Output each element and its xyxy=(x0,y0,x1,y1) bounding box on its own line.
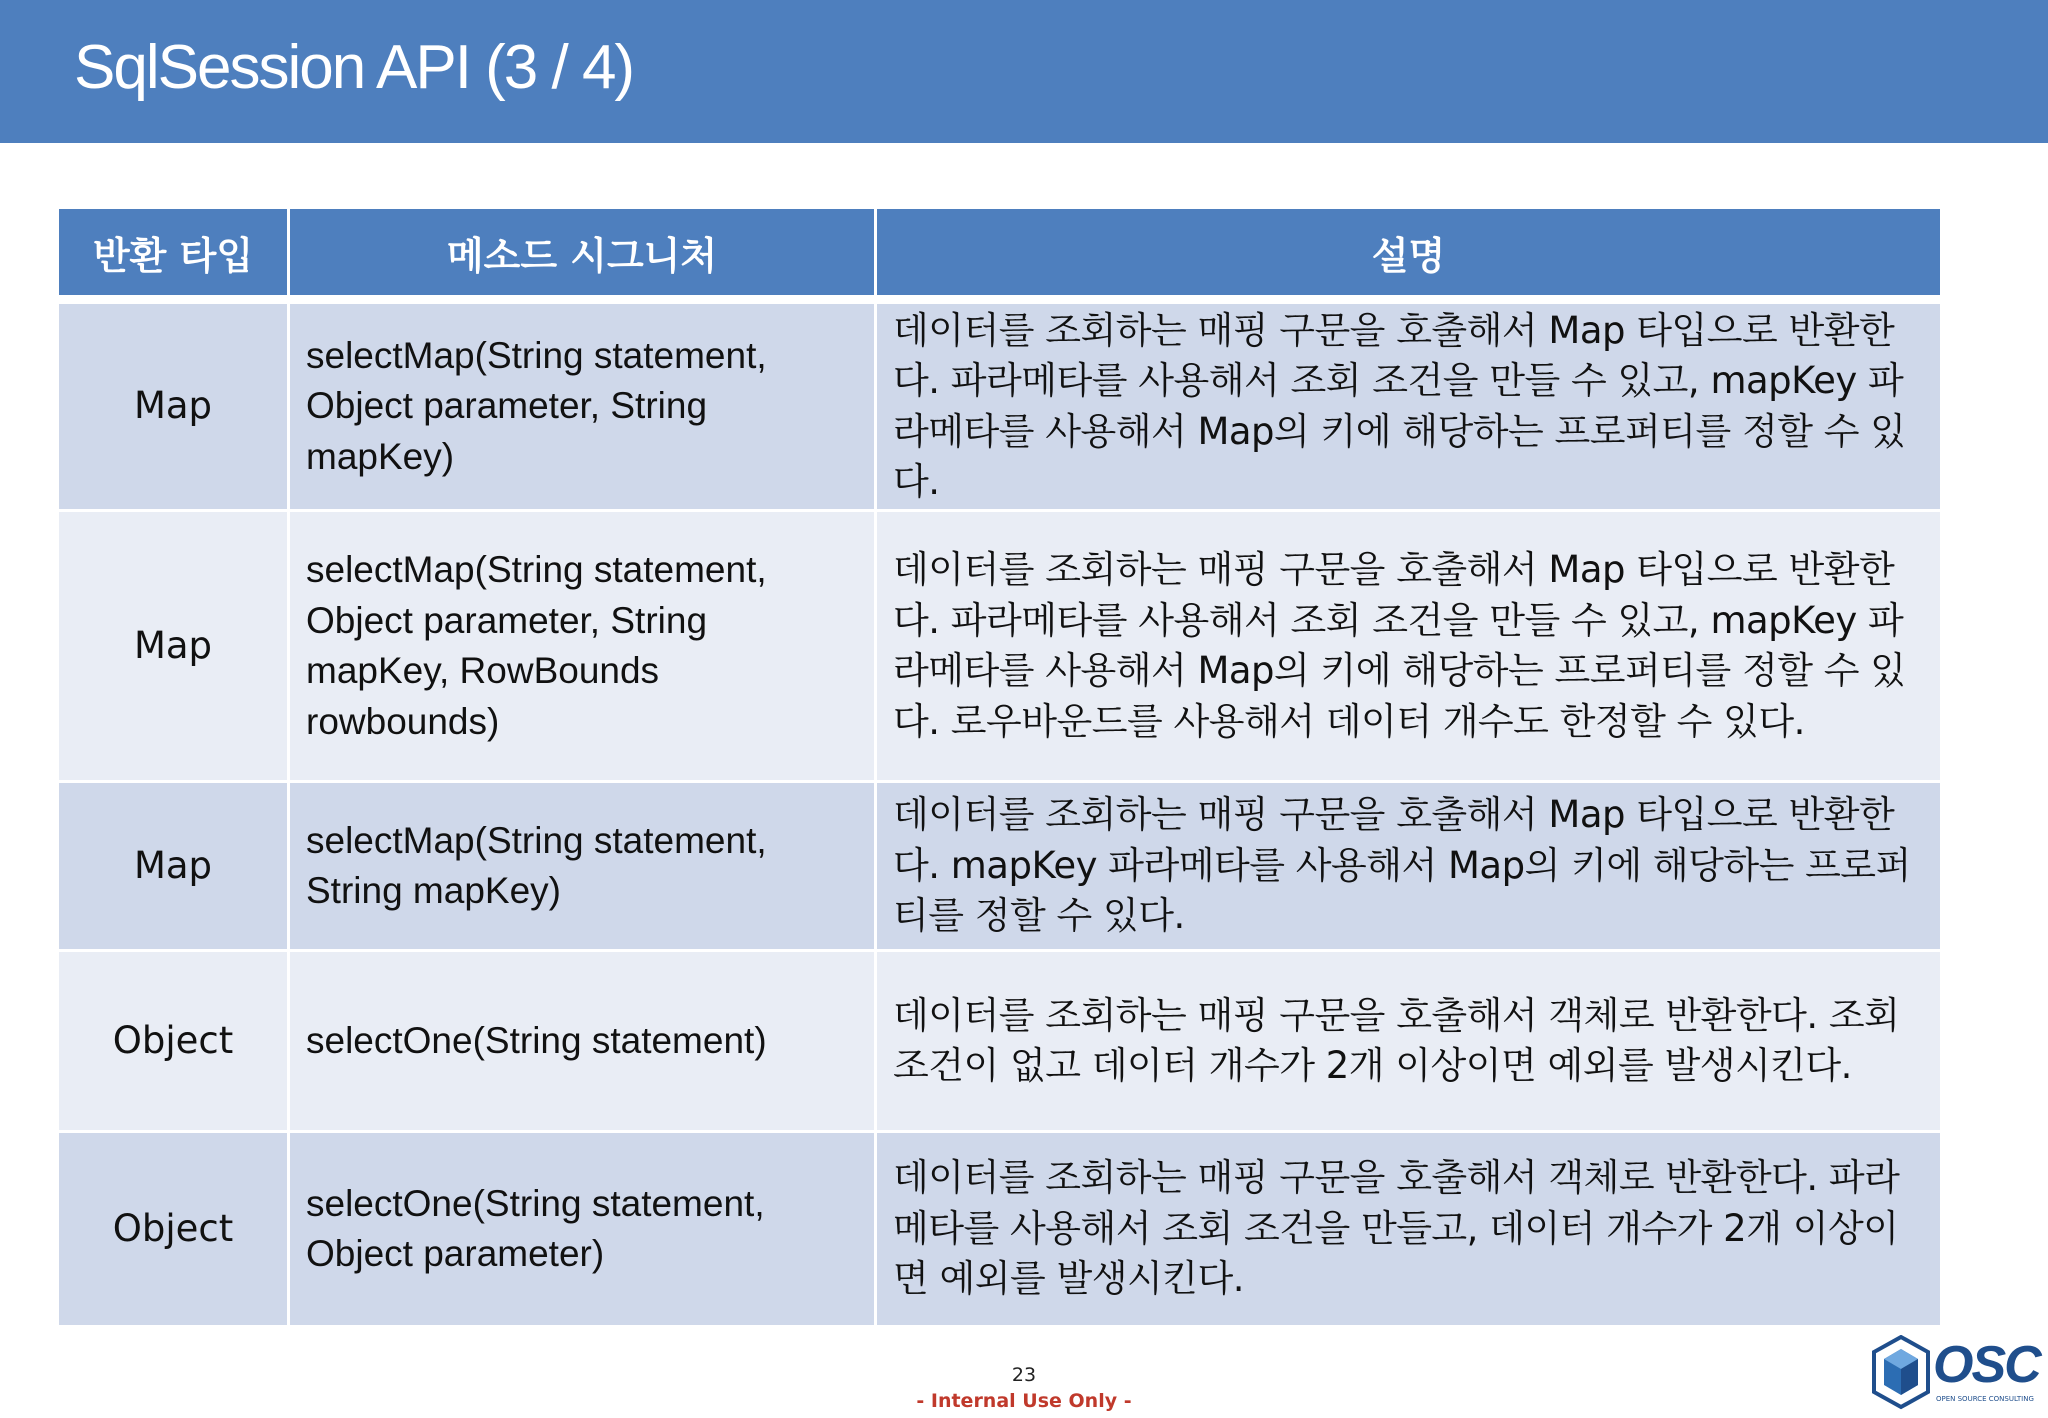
osc-logo xyxy=(1870,1335,2040,1411)
return-type-cell: Map xyxy=(58,782,289,951)
table-row xyxy=(58,951,1942,1132)
method-signature-cell: selectMap(String statement, String mapKey) xyxy=(289,782,876,951)
logo-text: OSC xyxy=(1933,1336,2040,1394)
api-table xyxy=(56,206,1943,1328)
footer-note: - Internal Use Only - xyxy=(916,1390,1132,1412)
page-number: 23 xyxy=(1011,1364,1037,1386)
description-cell: 데이터를 조회하는 매핑 구문을 호출해서 Map 타입으로 반환한다. mapKey 파라메타를 사용해서 Map의 키에 해당하는 프로퍼티를 정할 수 있다. xyxy=(876,782,1942,951)
method-signature-cell: selectOne(String statement) xyxy=(289,951,876,1132)
description-cell: 데이터를 조회하는 매핑 구문을 호출해서 Map 타입으로 반환한다. 파라메타를 사용해서 조회 조건을 만들 수 있고, mapKey 파라메타를 사용해서 Map의 키에 해당하는 프로퍼티를 정할 수 있다. 로우바운드를 사용해서 데이터 개수도 한정할 수 있다. xyxy=(876,511,1942,782)
method-signature-cell: selectMap(String statement, Object parameter, String mapKey) xyxy=(289,300,876,511)
return-type-cell: Map xyxy=(58,300,289,511)
table-row xyxy=(58,511,1942,782)
table-row xyxy=(58,300,1942,511)
header-return-type: 반환 타입 xyxy=(58,208,289,300)
osc-logo-icon xyxy=(1870,1335,1932,1411)
description-cell: 데이터를 조회하는 매핑 구문을 호출해서 객체로 반환한다. 파라메타를 사용해서 조회 조건을 만들고, 데이터 개수가 2개 이상이면 예외를 발생시킨다. xyxy=(876,1132,1942,1327)
title-bar xyxy=(0,0,2048,143)
description-cell: 데이터를 조회하는 매핑 구문을 호출해서 객체로 반환한다. 조회 조건이 없고 데이터 개수가 2개 이상이면 예외를 발생시킨다. xyxy=(876,951,1942,1132)
header-description: 설명 xyxy=(876,208,1942,300)
method-signature-cell: selectOne(String statement, Object parameter) xyxy=(289,1132,876,1327)
return-type-cell: Object xyxy=(58,1132,289,1327)
table-header-row xyxy=(58,208,1942,300)
logo-subtext: OPEN SOURCE CONSULTING xyxy=(1936,1395,2034,1403)
return-type-cell: Object xyxy=(58,951,289,1132)
slide-title: SqlSession API (3 / 4) xyxy=(74,33,634,102)
table-row xyxy=(58,782,1942,951)
table-row xyxy=(58,1132,1942,1327)
header-method-signature: 메소드 시그니처 xyxy=(289,208,876,300)
return-type-cell: Map xyxy=(58,511,289,782)
method-signature-cell: selectMap(String statement, Object parameter, String mapKey, RowBounds rowbounds) xyxy=(289,511,876,782)
description-cell: 데이터를 조회하는 매핑 구문을 호출해서 Map 타입으로 반환한다. 파라메타를 사용해서 조회 조건을 만들 수 있고, mapKey 파라메타를 사용해서 Map의 키에 해당하는 프로퍼티를 정할 수 있다. xyxy=(876,300,1942,511)
